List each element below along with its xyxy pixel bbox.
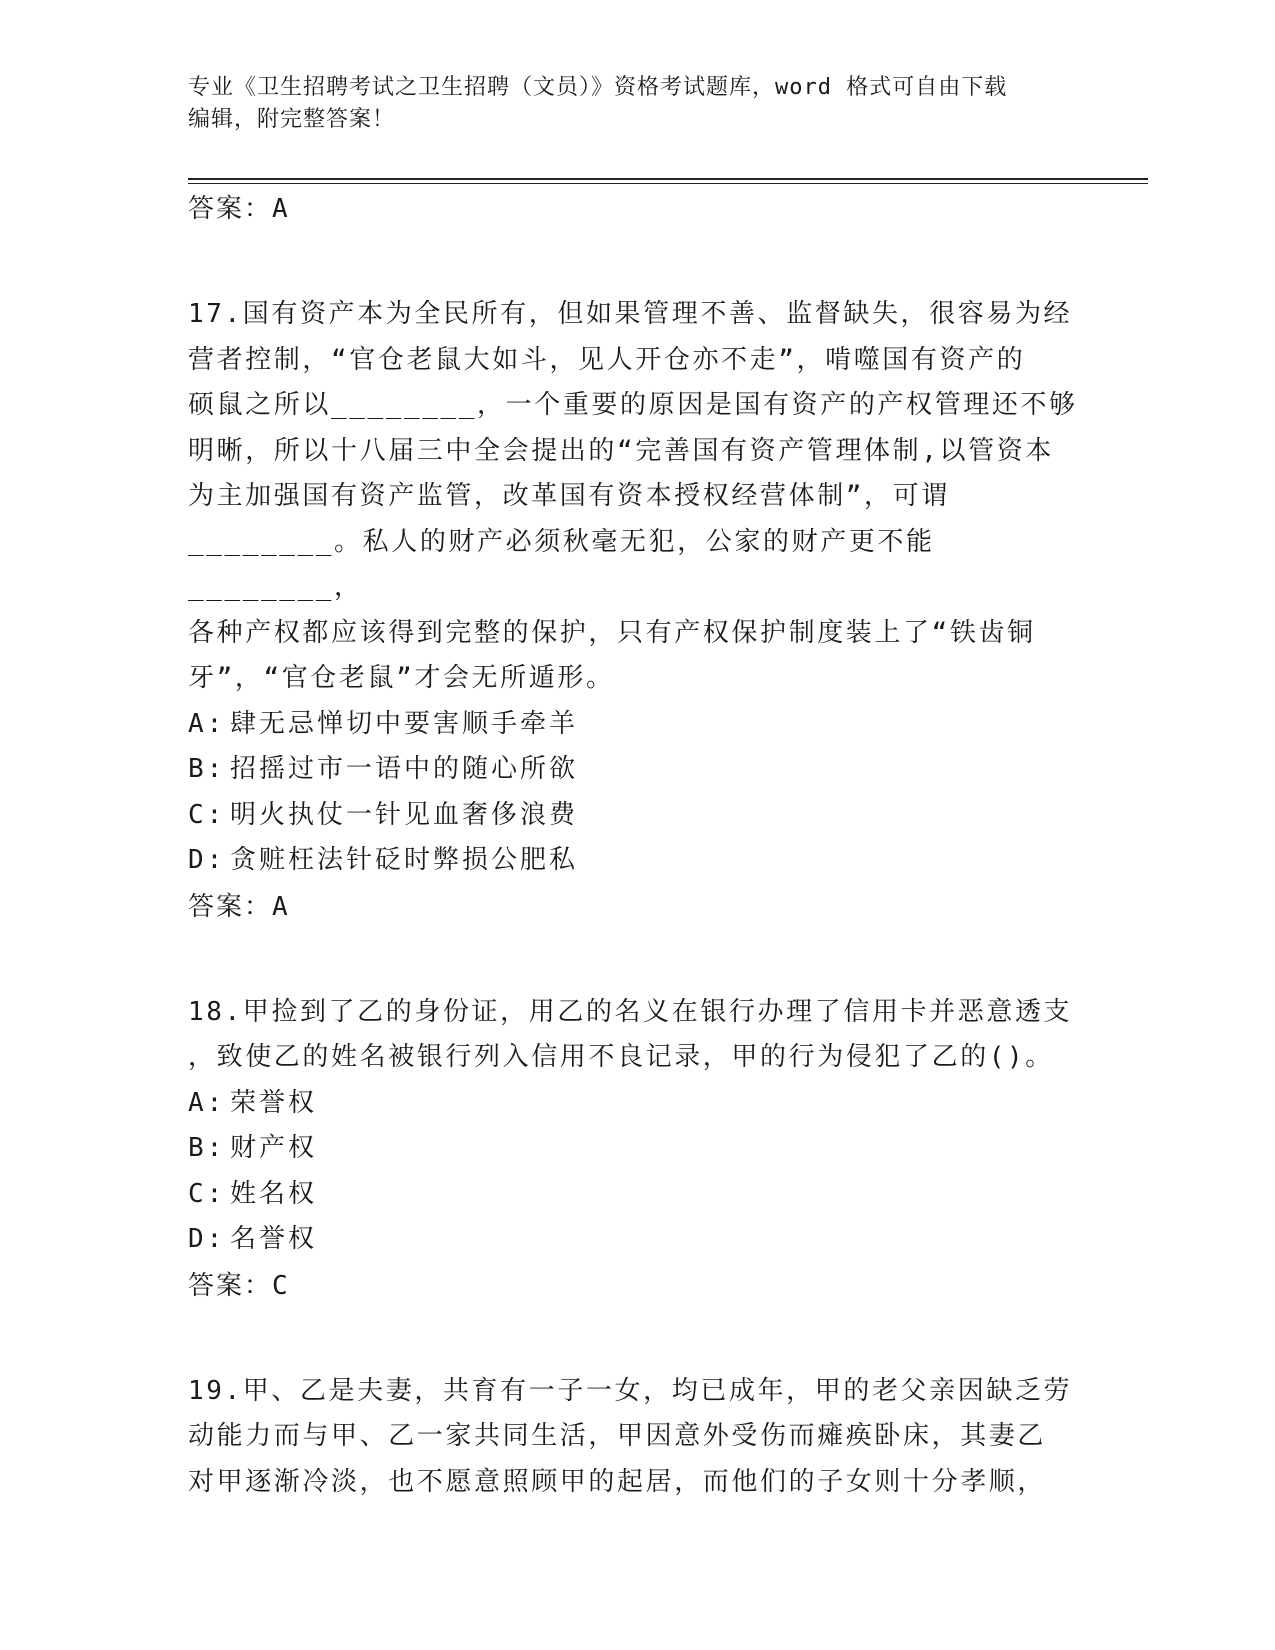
option-b <box>188 1126 1078 1172</box>
page-header <box>188 72 1088 136</box>
question-line: 硕鼠之所以________，一个重要的原因是国有资产的产权管理还不够 <box>188 390 1078 420</box>
question-line: 牙”，“官仓老鼠”才会无所遁形。 <box>188 663 615 693</box>
option-c <box>188 793 1078 839</box>
header-line-2: 编辑，附完整答案！ <box>188 107 396 132</box>
question-18 <box>188 990 1078 1309</box>
question-line: 对甲逐渐冷淡，也不愿意照顾甲的起居，而他们的子女则十分孝顺， <box>188 1466 1047 1497</box>
question-line: 17.国有资产本为全民所有，但如果管理不善、监督缺失，很容易为经 <box>188 299 1073 329</box>
option-a <box>188 1081 1078 1127</box>
option-letter: A: <box>188 1087 226 1118</box>
option-text: 姓名权 <box>230 1178 318 1209</box>
option-letter: B: <box>188 1133 226 1163</box>
option-a <box>188 702 1078 748</box>
option-c <box>188 1172 1078 1218</box>
answer-17: 答案：A <box>188 891 290 922</box>
option-letter: C: <box>188 799 226 830</box>
question-line: 18.甲捡到了乙的身份证，用乙的名义在银行办理了信用卡并恶意透支 <box>188 996 1073 1027</box>
option-text: 财产权 <box>230 1133 318 1163</box>
question-line: 19.甲、乙是夫妻，共育有一子一女，均已成年，甲的老父亲因缺乏劳 <box>188 1375 1073 1406</box>
option-text: 贪赃枉法针砭时弊损公肥私 <box>230 845 579 875</box>
question-19 <box>188 1369 1078 1506</box>
spacer <box>188 232 1078 292</box>
question-line: 动能力而与甲、乙一家共同生活，甲因意外受伤而瘫痪卧床，其妻乙 <box>188 1421 1047 1451</box>
option-text: 招摇过市一语中的随心所欲 <box>230 754 579 784</box>
question-line: ，致使乙的姓名被银行列入信用不良记录，甲的行为侵犯了乙的()。 <box>188 1042 1054 1072</box>
header-rule-thin <box>188 183 1148 184</box>
header-rule-thick <box>188 178 1148 180</box>
option-letter: D: <box>188 845 226 875</box>
spacer <box>188 930 1078 990</box>
document-body <box>188 186 1078 1505</box>
question-line: ________。私人的财产必须秋毫无犯，公家的财产更不能________， <box>188 526 935 602</box>
option-text: 名誉权 <box>230 1224 318 1254</box>
question-stem <box>188 990 1078 1081</box>
option-text: 荣誉权 <box>230 1087 318 1118</box>
question-line: 营者控制，“官仓老鼠大如斗，见人开仓亦不走”，啃噬国有资产的 <box>188 344 1026 375</box>
option-b <box>188 747 1078 793</box>
question-stem <box>188 1369 1078 1506</box>
option-text: 明火执仗一针见血奢侈浪费 <box>230 799 579 830</box>
answer-18: 答案：C <box>188 1270 290 1301</box>
question-stem <box>188 292 1078 702</box>
option-letter: A: <box>188 708 226 739</box>
option-d <box>188 838 1078 884</box>
question-line: 明晰，所以十八届三中全会提出的“完善国有资产管理体制,以管资本 <box>188 435 1054 466</box>
option-text: 肆无忌惮切中要害顺手牵羊 <box>230 708 579 739</box>
option-letter: B: <box>188 754 226 784</box>
question-line: 为主加强国有资产监管，改革国有资本授权经营体制”，可谓 <box>188 481 950 511</box>
header-line-1: 专业《卫生招聘考试之卫生招聘（文员）》资格考试题库，word 格式可自由下载 <box>188 75 1008 100</box>
option-letter: C: <box>188 1178 226 1209</box>
option-letter: D: <box>188 1224 226 1254</box>
spacer <box>188 1309 1078 1369</box>
option-d <box>188 1217 1078 1263</box>
answer-previous: 答案：A <box>188 194 290 224</box>
question-17 <box>188 292 1078 930</box>
question-line: 各种产权都应该得到完整的保护，只有产权保护制度装上了“铁齿铜 <box>188 617 1036 648</box>
